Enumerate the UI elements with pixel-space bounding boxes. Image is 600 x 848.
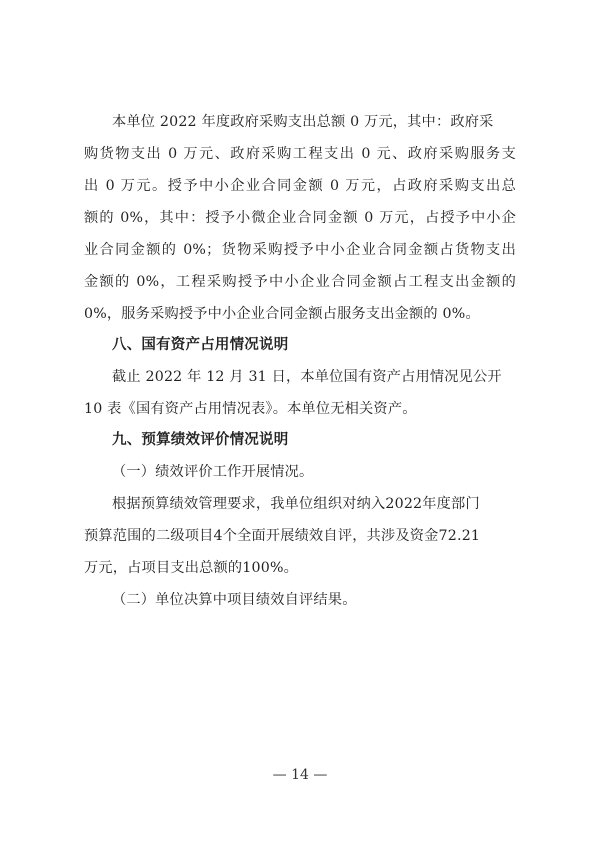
performance-line-2: 预算范围的二级项目4个全面开展绩效自评，共涉及资金72.21 xyxy=(84,528,481,544)
section-8-heading: 八、国有资产占用情况说明 xyxy=(112,337,289,353)
page-number: — 14 — xyxy=(272,767,328,783)
assets-line-2: 10 表《国有资产占用情况表》。本单位无相关资产。 xyxy=(84,401,417,417)
performance-line-3: 万元，占项目支出总额的100%。 xyxy=(84,560,299,576)
procurement-line-7: 0%，服务采购授予中小企业合同金额占服务支出金额的 0%。 xyxy=(84,306,480,322)
assets-line-1: 截止 2022 年 12 月 31 日，本单位国有资产占用情况见公开 xyxy=(112,369,502,385)
procurement-line-4: 额的 0%，其中：授予小微企业合同金额 0 万元，占授予中小企 xyxy=(84,210,516,226)
performance-line-1: 根据预算绩效管理要求，我单位组织对纳入2022年度部门 xyxy=(112,496,480,512)
subsection-2-title: （二）单位决算中项目绩效自评结果。 xyxy=(112,592,357,608)
procurement-line-5: 业合同金额的 0%；货物采购授予中小企业合同金额占货物支出 xyxy=(84,242,516,258)
procurement-line-1: 本单位 2022 年度政府采购支出总额 0 万元，其中：政府采 xyxy=(112,114,494,130)
procurement-line-2: 购货物支出 0 万元、政府采购工程支出 0 元、政府采购服务支 xyxy=(84,146,516,162)
section-9-heading: 九、预算绩效评价情况说明 xyxy=(112,432,289,448)
procurement-line-3: 出 0 万元。授予中小企业合同金额 0 万元，占政府采购支出总 xyxy=(84,178,516,194)
procurement-line-6: 金额的 0%，工程采购授予中小企业合同金额占工程支出金额的 xyxy=(84,274,516,290)
subsection-1-title: （一）绩效评价工作开展情况。 xyxy=(112,464,314,480)
